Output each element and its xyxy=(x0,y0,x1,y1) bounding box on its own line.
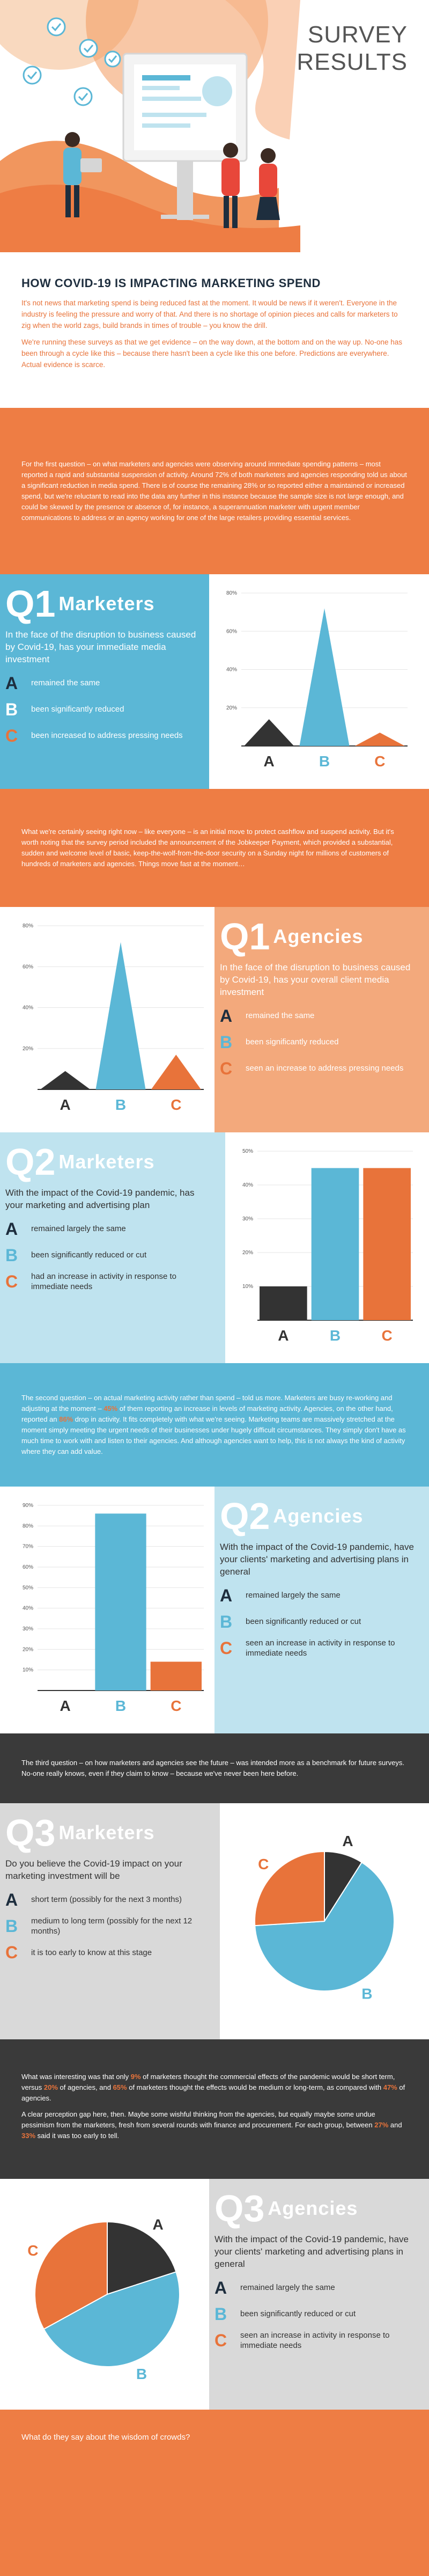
percent-86: 86% xyxy=(59,1415,73,1423)
question-group-title: Agencies xyxy=(273,1505,364,1527)
category-label: C xyxy=(171,1096,182,1113)
bar-b xyxy=(95,1513,146,1690)
question-number: Q1 xyxy=(220,916,270,957)
category-label: A xyxy=(263,753,275,770)
q1-agencies-section xyxy=(0,907,429,1132)
y-tick-label: 60% xyxy=(22,1564,33,1570)
y-tick-label: 20% xyxy=(242,1250,253,1256)
y-tick-label: 80% xyxy=(22,1523,33,1529)
y-tick-label: 60% xyxy=(22,964,33,970)
y-tick-label: 40% xyxy=(22,1605,33,1612)
option-c: C had an increase in activity in response to immediate needs xyxy=(5,1271,176,1292)
option-b: B been significantly reduced or cut xyxy=(214,2304,356,2324)
y-tick-label: 30% xyxy=(22,1626,33,1632)
y-tick-label: 20% xyxy=(226,705,237,711)
bar-c xyxy=(151,1662,202,1690)
hero xyxy=(0,0,429,252)
intro-paragraph-2: We're running these surveys as that we get evidence – on the way down, at the bottom and on the way up. No-one has been through a cycle like this – because there hasn't been a cycle like this one before. Predictions are everywhere. Actual evidence is scarce. xyxy=(21,338,403,369)
page-heading: HOW COVID-19 IS IMPACTING MARKETING SPEND xyxy=(21,276,321,290)
area-mark-b xyxy=(96,942,146,1090)
area-mark-c xyxy=(151,1055,201,1089)
category-label: B xyxy=(319,753,330,770)
category-label: A xyxy=(278,1327,289,1344)
option-c: C it is too early to know at this stage xyxy=(5,1943,152,1963)
q3-agencies-section xyxy=(0,2179,429,2410)
category-label: B xyxy=(361,1985,373,2002)
band-text: For the first question – on what marketers and agencies were observing around immediate spending patterns – most reported a rapid and substantial suspension of activity. Around 72% of both marketers and agencies responding told us about a significant reduction in media spend. There is of course the remaining 28% or so reported either a maintained or increased spend, but we're reluctant to read into the data any further in this instance because the sample size is not large enough, and could be skewed by the presence or absence of, for instance, a superannuation marketer with urgent member communications to address or an agency working for one of the large retailers providing essential services. xyxy=(21,459,407,522)
category-label: A xyxy=(60,1697,71,1714)
band-text: What we're certainly seeing right now – like everyone – is an initial move to protect cashflow and suspend activity. But it's worth noting that the survey period included the announcement of the Jobkeeper Payment, which provided a substantial, sudden and welcome level of basic, keep-the-wolf-from-the-door security on a Sunday night for millions of customers of hundreds of marketers and agencies. Things move fast at the moment… xyxy=(21,827,394,868)
question-group-title: Agencies xyxy=(268,2197,358,2219)
q2-agencies-section xyxy=(0,1487,429,1733)
option-b: B been significantly reduced or cut xyxy=(5,1245,147,1265)
category-label: B xyxy=(115,1697,127,1714)
q1-agencies-chart xyxy=(11,918,214,1122)
area-mark-a xyxy=(40,1071,90,1089)
band-q3-summary xyxy=(0,2039,429,2179)
question-number: Q2 xyxy=(220,1495,270,1537)
option-a: A remained the same xyxy=(5,673,100,693)
option-c: C seen an increase to address pressing needs xyxy=(220,1058,404,1078)
option-a: A remained largely the same xyxy=(220,1585,341,1605)
y-tick-label: 80% xyxy=(22,923,33,929)
option-b: B been significantly reduced or cut xyxy=(220,1612,361,1631)
area-mark-c xyxy=(355,733,405,746)
y-tick-label: 40% xyxy=(242,1182,253,1188)
q2-marketers-chart xyxy=(231,1143,424,1352)
bar-c xyxy=(363,1168,411,1321)
bar-a xyxy=(260,1286,307,1320)
y-tick-label: 90% xyxy=(22,1503,33,1509)
option-a: A remained the same xyxy=(220,1006,315,1026)
option-b: B medium to long term (possibly for the next 12 months) xyxy=(5,1916,193,1936)
option-a: A remained largely the same xyxy=(214,2278,335,2297)
intro-paragraph-1: It's not news that marketing spend is being reduced fast at the moment. It would be news if it weren't. Everyone in the industry is feeling the pressure and worry of that. And there is no shortage of opinion pieces and calls for marketers to zig when the world zags, build brands in times of trouble – you know the drill. xyxy=(21,299,398,330)
band-text: What was interesting was that only 9% of marketers thought the commercial effects of the pandemic would be short term, versus 20% of agencies, and 65% of marketers thought the effects would be medium or long-term, as compared with 47% of agencies. A clear perception gap here, then. Maybe some wishful thinking from the agencies, but equally maybe some undue pessimism from the marketers, fresh from several rounds with finance and procurement. For each group, between 27% and 33% said it was too early to tell. xyxy=(21,2072,405,2140)
question-number: Q1 xyxy=(5,583,56,625)
area-mark-b xyxy=(300,609,350,747)
question-text: With the impact of the Covid-19 pandemic, has your marketing and advertising plan xyxy=(5,1188,195,1210)
footer xyxy=(0,2410,429,2576)
q2-marketers-section xyxy=(0,1132,429,1363)
category-label: C xyxy=(258,1856,269,1873)
q1-marketers-chart xyxy=(214,585,418,778)
y-tick-label: 70% xyxy=(22,1543,33,1550)
question-group-title: Marketers xyxy=(58,1821,155,1843)
y-tick-label: 50% xyxy=(242,1148,253,1154)
y-tick-label: 40% xyxy=(226,667,237,673)
category-label: B xyxy=(115,1096,127,1113)
question-text: With the impact of the Covid-19 pandemic, have your clients' marketing and advertising plans in general xyxy=(214,2234,409,2269)
question-group-title: Marketers xyxy=(58,1151,155,1173)
q2-agencies-chart xyxy=(11,1497,214,1723)
y-tick-label: 30% xyxy=(242,1216,253,1222)
title-line-2: RESULTS xyxy=(297,48,408,75)
question-text: In the face of the disruption to business caused by Covid-19, has your overall client media investment xyxy=(220,962,411,997)
y-tick-label: 20% xyxy=(22,1045,33,1052)
band-text: The third question – on how marketers and agencies see the future – was intended more as a benchmark for future surveys. No-one really knows, even if they claim to know – because we've never been here before. xyxy=(21,1758,404,1777)
option-c: C been increased to address pressing needs xyxy=(5,726,183,745)
q3-agencies-chart xyxy=(11,2190,204,2399)
category-label: B xyxy=(136,2365,147,2382)
category-label: C xyxy=(381,1327,393,1344)
question-text: In the face of the disruption to business caused by Covid-19, has your immediate media investment xyxy=(5,630,196,664)
category-label: C xyxy=(374,753,386,770)
intro-section xyxy=(0,252,429,408)
y-tick-label: 40% xyxy=(22,1005,33,1011)
y-tick-label: 10% xyxy=(242,1284,253,1290)
y-tick-label: 20% xyxy=(22,1646,33,1653)
percent-45: 45% xyxy=(103,1404,118,1413)
bar-b xyxy=(312,1168,359,1321)
option-a: A remained largely the same xyxy=(5,1219,126,1239)
option-a: A short term (possibly for the next 3 months) xyxy=(5,1890,182,1909)
y-tick-label: 10% xyxy=(22,1667,33,1673)
option-b: B been significantly reduced xyxy=(220,1032,339,1052)
question-number: Q2 xyxy=(5,1141,56,1183)
survey-results-title xyxy=(297,21,408,76)
y-tick-label: 80% xyxy=(226,590,237,596)
category-label: A xyxy=(152,2216,164,2233)
question-group-title: Agencies xyxy=(273,925,364,947)
category-label: C xyxy=(27,2242,39,2259)
question-number: Q3 xyxy=(5,1812,56,1854)
question-text: With the impact of the Covid-19 pandemic, have your clients' marketing and advertising plans in general xyxy=(220,1542,414,1577)
option-c: C seen an increase in activity in response to immediate needs xyxy=(220,1638,395,1658)
q3-marketers-chart xyxy=(231,1814,418,2029)
question-text: Do you believe the Covid-19 impact on your marketing investment will be xyxy=(5,1858,182,1881)
band-q2-summary xyxy=(0,1363,429,1487)
question-group-title: Marketers xyxy=(58,592,155,614)
q1-marketers-section xyxy=(0,574,429,789)
category-label: A xyxy=(342,1833,353,1850)
category-label: B xyxy=(329,1327,341,1344)
footer-text: What do they say about the wisdom of crowds? xyxy=(21,2433,190,2442)
option-b: B been significantly reduced xyxy=(5,699,124,719)
band-q3-intro xyxy=(0,1733,429,1803)
q3-marketers-section xyxy=(0,1803,429,2039)
title-line-1: SURVEY xyxy=(307,21,408,48)
y-tick-label: 60% xyxy=(226,628,237,635)
category-label: A xyxy=(60,1096,71,1113)
category-label: C xyxy=(171,1697,182,1714)
band-q1-summary xyxy=(0,408,429,574)
band-text: The second question – on actual marketing activity rather than spend – told us more. Marketers are busy re-working and adjusting at the moment – 45% of them reporting an increase in levels of marketing activity. Agencies, on the other hand, reported an 86% drop in activity. It fits completely with what we're seeing. Marketing teams are massively stretched at the moment simply meeting the urgent needs of their businesses under hugely difficult circumstances. They simply don't have as much time to work with and listen to their agencies. And although agencies want to help, this is not always the kind of activity where they can add value. xyxy=(21,1393,406,1456)
area-mark-a xyxy=(244,719,294,746)
question-number: Q3 xyxy=(214,2187,265,2229)
option-c: C seen an increase in activity in response to immediate needs xyxy=(214,2330,390,2351)
y-tick-label: 50% xyxy=(22,1585,33,1591)
band-jobkeeper xyxy=(0,789,429,907)
